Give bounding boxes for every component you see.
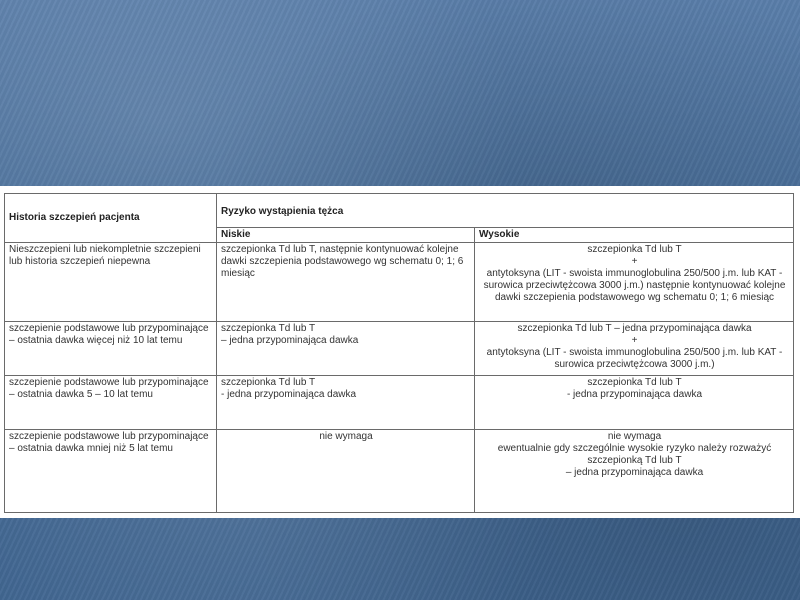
table-panel xyxy=(0,186,800,518)
cell-line: szczepionka Td lub T – jedna przypominająca dawka xyxy=(517,323,752,334)
table-row xyxy=(5,243,794,322)
cell-line: – jedna przypominająca dawka xyxy=(565,467,704,478)
header-low-risk: Niskie xyxy=(217,228,475,243)
cell-line: szczepionka Td lub T xyxy=(221,323,316,334)
cell-line: szczepionką Td lub T xyxy=(587,455,682,466)
high-risk-cell xyxy=(475,322,794,376)
cell-line: + xyxy=(631,256,638,267)
cell-line: antytoksyna (LIT - swoista immunoglobulina 250/500 j.m. lub KAT - surowica przeciwtężcowa 3000 j.m.) następnie kontynuować kolejne dawki szczepienia podstawowego wg schematu 0; 1; 6 miesiąc xyxy=(483,268,786,303)
header-risk: Ryzyko wystąpienia tężca xyxy=(217,194,794,228)
header-history: Historia szczepień pacjenta xyxy=(5,194,217,243)
history-cell: szczepienie podstawowe lub przypominające – ostatnia dawka więcej niż 10 lat temu xyxy=(5,322,217,376)
cell-line: nie wymaga xyxy=(319,431,373,442)
high-risk-cell xyxy=(475,430,794,513)
cell-line: ewentualnie gdy szczególnie wysokie ryzyko należy rozważyć xyxy=(497,443,772,454)
low-risk-cell xyxy=(217,322,475,376)
low-risk-cell xyxy=(217,430,475,513)
cell-line: - jedna przypominająca dawka xyxy=(566,389,703,400)
cell-line: antytoksyna (LIT - swoista immunoglobulina 250/500 j.m. lub KAT - surowica przeciwtężcowa 3000 j.m.) xyxy=(486,347,783,370)
tetanus-vaccination-table xyxy=(4,193,794,513)
table-row xyxy=(5,376,794,430)
cell-line: szczepionka Td lub T xyxy=(587,377,682,388)
low-risk-cell xyxy=(217,243,475,322)
high-risk-cell xyxy=(475,376,794,430)
history-cell: Nieszczepieni lub niekompletnie szczepieni lub historia szczepień niepewna xyxy=(5,243,217,322)
cell-line: – jedna przypominająca dawka xyxy=(221,335,359,346)
table-row xyxy=(5,430,794,513)
cell-line: nie wymaga xyxy=(607,431,662,442)
cell-line: szczepionka Td lub T xyxy=(221,377,316,388)
cell-line: - jedna przypominająca dawka xyxy=(221,389,357,400)
header-high-risk: Wysokie xyxy=(475,228,794,243)
cell-line: szczepionka Td lub T, następnie kontynuować kolejne dawki szczepienia podstawowego wg schematu 0; 1; 6 miesiąc xyxy=(221,244,464,279)
high-risk-cell xyxy=(475,243,794,322)
table-row xyxy=(5,322,794,376)
cell-line: szczepionka Td lub T xyxy=(587,244,682,255)
cell-line: + xyxy=(631,335,638,346)
history-cell: szczepienie podstawowe lub przypominające – ostatnia dawka 5 – 10 lat temu xyxy=(5,376,217,430)
history-cell: szczepienie podstawowe lub przypominające – ostatnia dawka mniej niż 5 lat temu xyxy=(5,430,217,513)
low-risk-cell xyxy=(217,376,475,430)
header-row xyxy=(5,194,794,228)
